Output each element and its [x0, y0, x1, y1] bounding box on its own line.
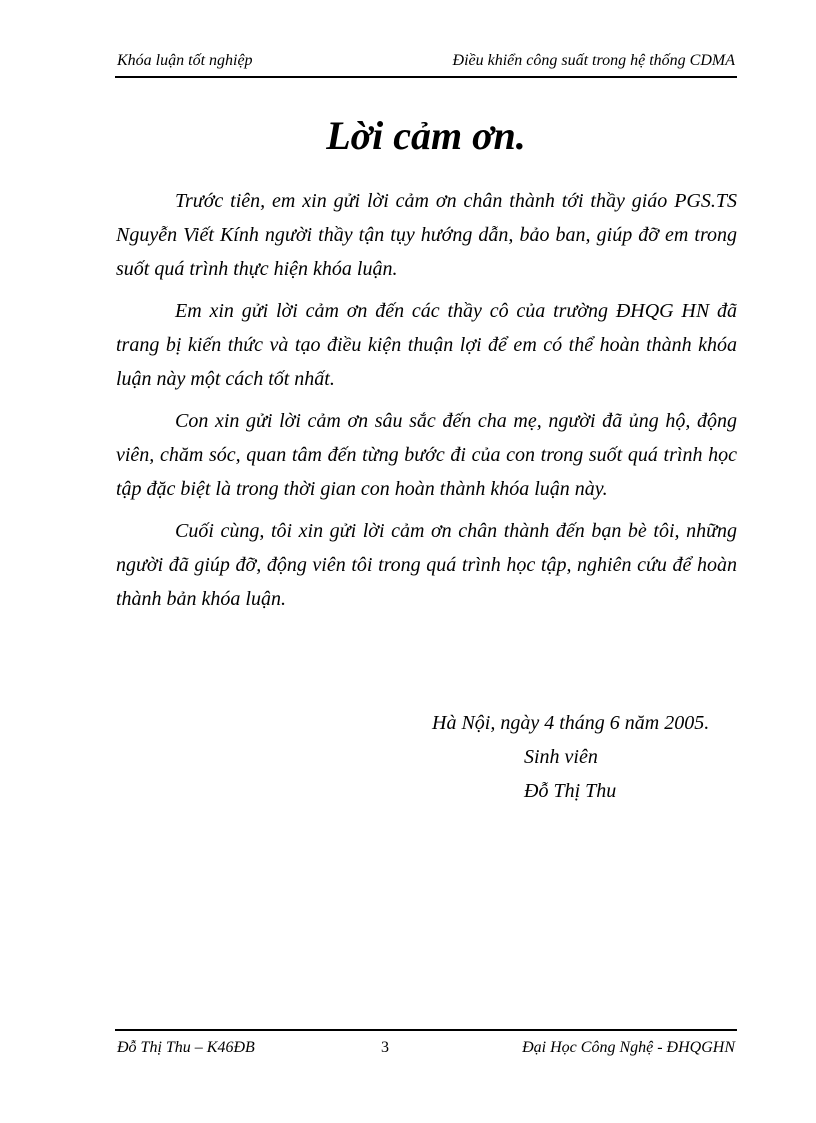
page-number: 3 [381, 1039, 389, 1056]
header-right-text: Điều khiển công suất trong hệ thống CDMA [452, 52, 735, 69]
paragraph: Em xin gửi lời cảm ơn đến các thầy cô của trường ĐHQG HN đã trang bị kiến thức và tạo điều kiện thuận lợi để em có thể hoàn thành khóa luận này một cách tốt nhất. [116, 300, 737, 390]
page-header [115, 50, 737, 78]
signature-date: Hà Nội, ngày 4 tháng 6 năm 2005. [432, 712, 710, 734]
footer-author: Đỗ Thị Thu – K46ĐB [117, 1039, 255, 1056]
paragraph: Con xin gửi lời cảm ơn sâu sắc đến cha mẹ, người đã ủng hộ, động viên, chăm sóc, quan tâm đến từng bước đi của con trong suốt quá trình học tập đặc biệt là trong thời gian con hoàn thành khóa luận này. [116, 410, 737, 500]
signature-name: Đỗ Thị Thu [524, 780, 617, 802]
signature-role: Sinh viên [524, 746, 598, 768]
paragraph: Trước tiên, em xin gửi lời cảm ơn chân thành tới thầy giáo PGS.TS Nguyễn Viết Kính người thầy tận tụy hướng dẫn, bảo ban, giúp đỡ em trong suốt quá trình thực hiện khóa luận. [116, 190, 737, 280]
paragraph: Cuối cùng, tôi xin gửi lời cảm ơn chân thành đến bạn bè tôi, những người đã giúp đỡ, động viên tôi trong quá trình học tập, nghiên cứu để hoàn thành bản khóa luận. [116, 520, 737, 610]
acknowledgement-body [116, 184, 737, 624]
header-left-text: Khóa luận tốt nghiệp [117, 52, 253, 69]
page-title: Lời cảm ơn. [326, 113, 526, 158]
page-footer [115, 1029, 737, 1057]
signature-block [420, 706, 750, 808]
footer-institution: Đại Học Công Nghệ - ĐHQGHN [522, 1039, 735, 1056]
